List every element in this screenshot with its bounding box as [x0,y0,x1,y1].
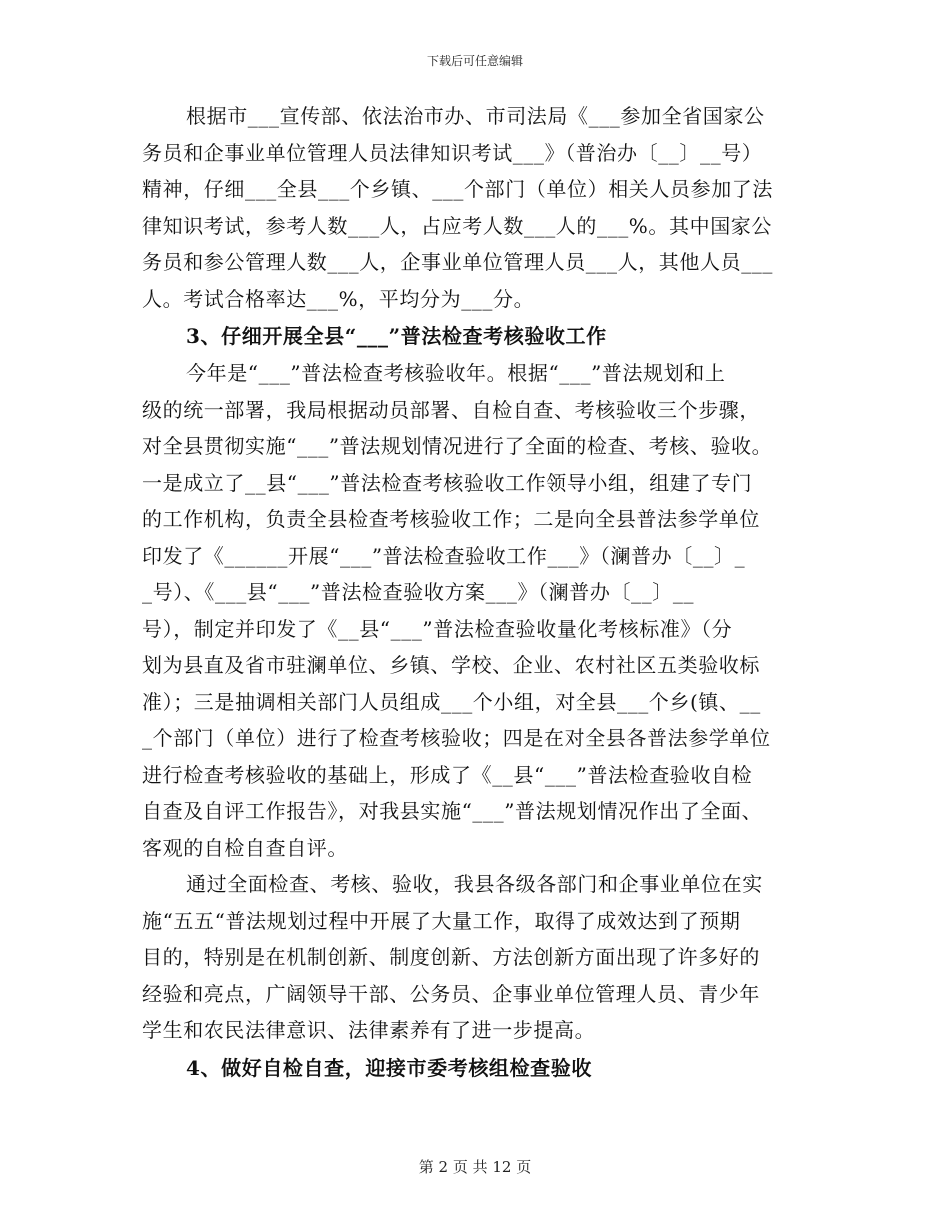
text-line: 经验和亮点，广阔领导干部、公务员、企事业单位管理人员、青少年 [142,981,760,1006]
text-line: 学生和农民法律意识、法律素养有了进一步提高。 [142,1018,596,1042]
text-line: 印发了《______开展“___”普法检查验收工作___》（澜普办〔__〕_ [142,543,746,568]
text-line: 准）；三是抽调相关部门人员组成___个小组，对全县___个乡(镇、__ [142,689,761,714]
text-line: 务员和企事业单位管理人员法律知识考试___》（普治办〔__〕__号） [142,140,763,165]
text-line: 今年是“___”普法检查考核验收年。根据“___”普法规划和上 [186,361,726,385]
text-line: 自查及自评工作报告》，对我县实施“___”普法规划情况作出了全面、 [142,799,763,823]
text-line: 通过全面检查、考核、验收，我县各级各部门和企事业单位在实 [186,872,763,896]
text-line: 人。考试合格率达___%，平均分为___分。 [142,286,535,311]
text-line: 客观的自检自查自评。 [142,835,348,860]
text-line: 务员和参公管理人数___人，企事业单位管理人员___人，其他人员___ [142,250,773,274]
section-heading: 4、做好自检自查，迎接市委考核组检查验收 [186,1055,592,1080]
text-line: 根据市___宣传部、依法治市办、市司法局《___参加全省国家公 [186,104,765,128]
text-line: 进行检查考核验收的基础上，形成了《__县“___”普法检查验收自检 [142,762,753,787]
text-line: 律知识考试，参考人数___人，占应考人数___人的___%。其中国家公 [142,213,773,238]
text-line: 级的统一部署，我局根据动员部署、自检自查、考核验收三个步骤， [142,397,760,422]
text-line: 的工作机构，负责全县检查考核验收工作；二是向全县普法参学单位 [142,507,760,531]
text-line: 施“五五“普法规划过程中开展了大量工作，取得了成效达到了预期 [142,908,741,933]
text-line: 精神，仔细___全县___个乡镇、___个部门（单位）相关人员参加了法 [142,177,773,201]
text-line: 划为县直及省市驻澜单位、乡镇、学校、企业、农村社区五类验收标 [142,653,760,677]
page-footer: 第 2 页 共 12 页 [418,1158,532,1176]
text-line: 一是成立了__县“___”普法检查考核验收工作领导小组，组建了专门 [142,470,753,495]
text-line: 号），制定并印发了《__县“___”普法检查验收量化考核标准》（分 [142,616,733,641]
page-header: 下载后可任意编辑 [426,54,523,68]
document-body [142,98,810,1087]
text-line: _个部门（单位）进行了检查考核验收；四是在对全县各普法参学单位 [142,726,771,750]
text-line: _号）、《___县“___”普法检查验收方案___》（澜普办〔__〕__ [142,580,695,604]
section-heading: 3、仔细开展全县“___”普法检查考核验收工作 [186,324,607,348]
text-line: 目的，特别是在机制创新、制度创新、方法创新方面出现了许多好的 [142,945,760,969]
text-line: 对全县贯彻实施“___”普法规划情况进行了全面的检查、考核、验收。 [142,434,773,458]
